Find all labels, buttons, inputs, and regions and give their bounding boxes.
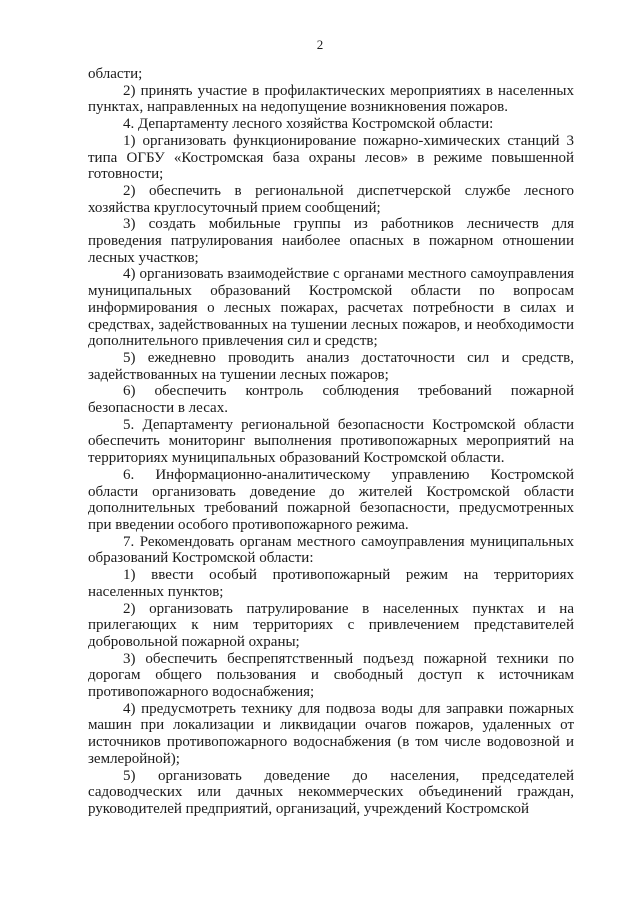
paragraph: 2) организовать патрулирование в населенных пунктах и на прилегающих к ним территориях с привлечением представителей добровольной пожарной охраны;	[88, 600, 574, 650]
paragraph: 3) создать мобильные группы из работников лесничеств для проведения патрулирования наиболее опасных в пожарном отношении лесных участков;	[88, 216, 574, 266]
paragraph: 2) принять участие в профилактических мероприятиях в населенных пунктах, направленных на недопущение возникновения пожаров.	[88, 82, 574, 116]
paragraph: 2) обеспечить в региональной диспетчерской службе лесного хозяйства круглосуточный прием сообщений;	[88, 182, 574, 216]
paragraph: 6) обеспечить контроль соблюдения требований пожарной безопасности в лесах.	[88, 383, 574, 417]
paragraph: 5) ежедневно проводить анализ достаточности сил и средств, задействованных на тушении лесных пожаров;	[88, 349, 574, 383]
paragraph: 3) обеспечить беспрепятственный подъезд пожарной техники по дорогам общего пользования и свободный доступ к источникам противопожарного водоснабжения;	[88, 650, 574, 701]
paragraph: 1) ввести особый противопожарный режим на территориях населенных пунктов;	[88, 567, 574, 600]
paragraph: 4) предусмотреть технику для подвоза воды для заправки пожарных машин при локализации и ликвидации очагов пожаров, удаленных от источников противопожарного водоснабжения (в том числе водовозной и землеройной);	[88, 700, 574, 767]
paragraph-section: 5. Департаменту региональной безопасности Костромской области обеспечить мониторинг выполнения противопожарных мероприятий на территориях муниципальных образований Костромской области.	[88, 416, 574, 467]
paragraph-section: 6. Информационно-аналитическому управлению Костромской области организовать доведение до жителей Костромской области дополнительных требований пожарной безопасности, предусмотренных при введении особого противопожарного режима.	[88, 466, 574, 533]
paragraph: 5) организовать доведение до населения, председателей садоводческих или дачных некоммерческих объединений граждан, руководителей предприятий, организаций, учреждений Костромской	[88, 767, 574, 817]
paragraph: 4) организовать взаимодействие с органами местного самоуправления муниципальных образований Костромской области по вопросам информирования о лесных пожарах, расчетах потребности в силах и средствах, задействованных на тушении лесных пожаров, и необходимости дополнительного привлечения сил и средств;	[88, 266, 574, 350]
page-number: 2	[316, 37, 324, 52]
paragraph-continuation: области;	[88, 66, 143, 82]
paragraph: 1) организовать функционирование пожарно-химических станций 3 типа ОГБУ «Костромская база охраны лесов» в режиме повышенной готовности;	[88, 132, 574, 183]
document-body	[88, 66, 574, 818]
paragraph-section-heading: 4. Департаменту лесного хозяйства Костромской области:	[123, 116, 494, 133]
paragraph-section-heading: 7. Рекомендовать органам местного самоуправления муниципальных образований Костромской области:	[88, 533, 574, 567]
